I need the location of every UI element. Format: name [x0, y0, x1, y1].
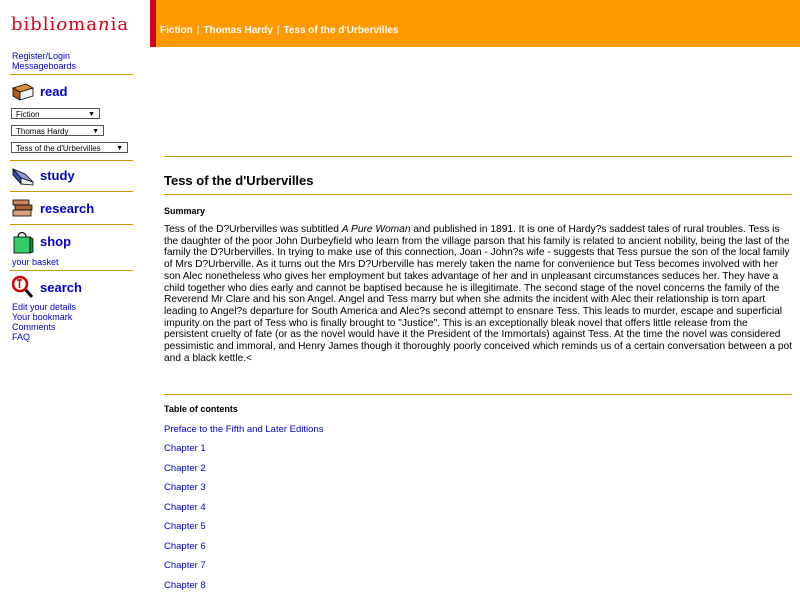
- toc-link-chapter-4[interactable]: Chapter 4: [164, 502, 206, 513]
- messageboards-link[interactable]: Messageboards: [12, 61, 77, 71]
- chevron-down-icon: ▼: [92, 128, 99, 135]
- breadcrumb-separator: |: [276, 25, 280, 36]
- toc-heading: Table of contents: [164, 404, 238, 414]
- books-stack-icon[interactable]: [12, 198, 34, 218]
- sidebar-divider: [10, 224, 133, 225]
- summary-text-start: Tess of the D?Urbervilles was subtitled: [164, 224, 342, 235]
- title-select[interactable]: [11, 142, 128, 153]
- breadcrumb-separator: |: [196, 25, 200, 36]
- research-link[interactable]: research: [40, 201, 95, 216]
- header-bar: [156, 0, 800, 47]
- sidebar-divider: [10, 270, 133, 271]
- logo-box[interactable]: [0, 0, 150, 47]
- toc-link-chapter-2[interactable]: Chapter 2: [164, 463, 206, 474]
- toc-link-chapter-5[interactable]: Chapter 5: [164, 521, 206, 532]
- summary-text-rest: and published in 1891. It is one of Hardy?s saddest tales of rural troubles. Tess is the daughter of the poor John Durbeyfield who learn from the village parson that his family is related to ancient nobility, being the last of the family the D?Urbervilles. In trying to make use of this connection, Joan - John?s wife - suggests that Tess pursue the son of the local family of Mrs D?Urberville. As it turns out the Mrs D?Urberville has merely taken the name for convenience but Tess becomes involved with her son Alec nonetheless who gives her employment but takes advantage of her and in unpleasant circumstances seduces her. They have a child together who dies early and cannot be baptised because he is illegitimate. The second stage of the novel concerns the family of the Reverend Mr Clare and his son Angel. Angel and Tess marry but when she admits the incident with Alec their relationship is torn apart leading to Angel?s departure for South America and Alec?s second attempt to ensnare Tess. This leads to murder, escape and superficial impurity on the part of Tess who is finally brought to "Justice". This is an exceptionally bleak novel that offers little release from the persistent cruelty of fate (or as the novel would have it the President of the Immortals) against Tess. At the time the novel was considered pessimistic and immoral, and Henry James though it thoroughly poorly conceived which reminds us of a certain conversation between a pot and a black kettle.<: [164, 224, 792, 364]
- sidebar-divider: [10, 74, 133, 75]
- content-divider: [164, 194, 792, 195]
- shopping-bag-icon[interactable]: [12, 230, 34, 254]
- subtitle-italic: A Pure Woman: [341, 224, 411, 235]
- breadcrumb-title[interactable]: Tess of the d'Urbervilles: [283, 25, 399, 36]
- breadcrumb: [160, 25, 398, 36]
- edit-details-link[interactable]: Edit your details: [12, 302, 77, 312]
- content-divider: [164, 394, 792, 395]
- author-select[interactable]: [11, 125, 104, 136]
- magnifier-icon[interactable]: [12, 275, 34, 299]
- summary-heading: Summary: [164, 206, 206, 216]
- breadcrumb-author[interactable]: Thomas Hardy: [203, 25, 273, 36]
- summary-text: [164, 224, 792, 364]
- author-select-value: Thomas Hardy: [16, 127, 69, 136]
- shop-link[interactable]: shop: [40, 234, 72, 249]
- breadcrumb-fiction[interactable]: Fiction: [160, 25, 193, 36]
- category-select[interactable]: [11, 108, 100, 119]
- sidebar-divider: [10, 160, 133, 161]
- bookmark-link[interactable]: Your bookmark: [12, 312, 73, 322]
- sidebar-divider: [10, 191, 133, 192]
- content-divider: [164, 156, 792, 157]
- study-link[interactable]: study: [40, 168, 75, 183]
- toc-link-chapter-6[interactable]: Chapter 6: [164, 541, 206, 552]
- toc-link-chapter-7[interactable]: Chapter 7: [164, 560, 206, 571]
- book-icon[interactable]: [12, 82, 34, 102]
- page-title: Tess of the d'Urbervilles: [164, 173, 314, 188]
- title-select-value: Tess of the d'Urbervilles: [16, 144, 101, 153]
- faq-link[interactable]: FAQ: [12, 332, 31, 342]
- toc-link-preface[interactable]: Preface to the Fifth and Later Editions: [164, 424, 324, 435]
- toc-link-chapter-3[interactable]: Chapter 3: [164, 482, 206, 493]
- register-login-link[interactable]: Register/Login: [12, 51, 71, 61]
- search-link[interactable]: search: [40, 280, 82, 295]
- site-logo[interactable]: bibliomania: [11, 14, 130, 35]
- category-select-value: Fiction: [16, 110, 40, 119]
- comments-link[interactable]: Comments: [12, 322, 56, 332]
- your-basket-link[interactable]: your basket: [12, 257, 59, 267]
- chevron-down-icon: ▼: [88, 111, 95, 118]
- read-link[interactable]: read: [40, 84, 68, 99]
- toc-link-chapter-8[interactable]: Chapter 8: [164, 580, 206, 591]
- chevron-down-icon: ▼: [116, 145, 123, 152]
- toc-link-chapter-1[interactable]: Chapter 1: [164, 443, 206, 454]
- notebook-icon[interactable]: [12, 166, 34, 186]
